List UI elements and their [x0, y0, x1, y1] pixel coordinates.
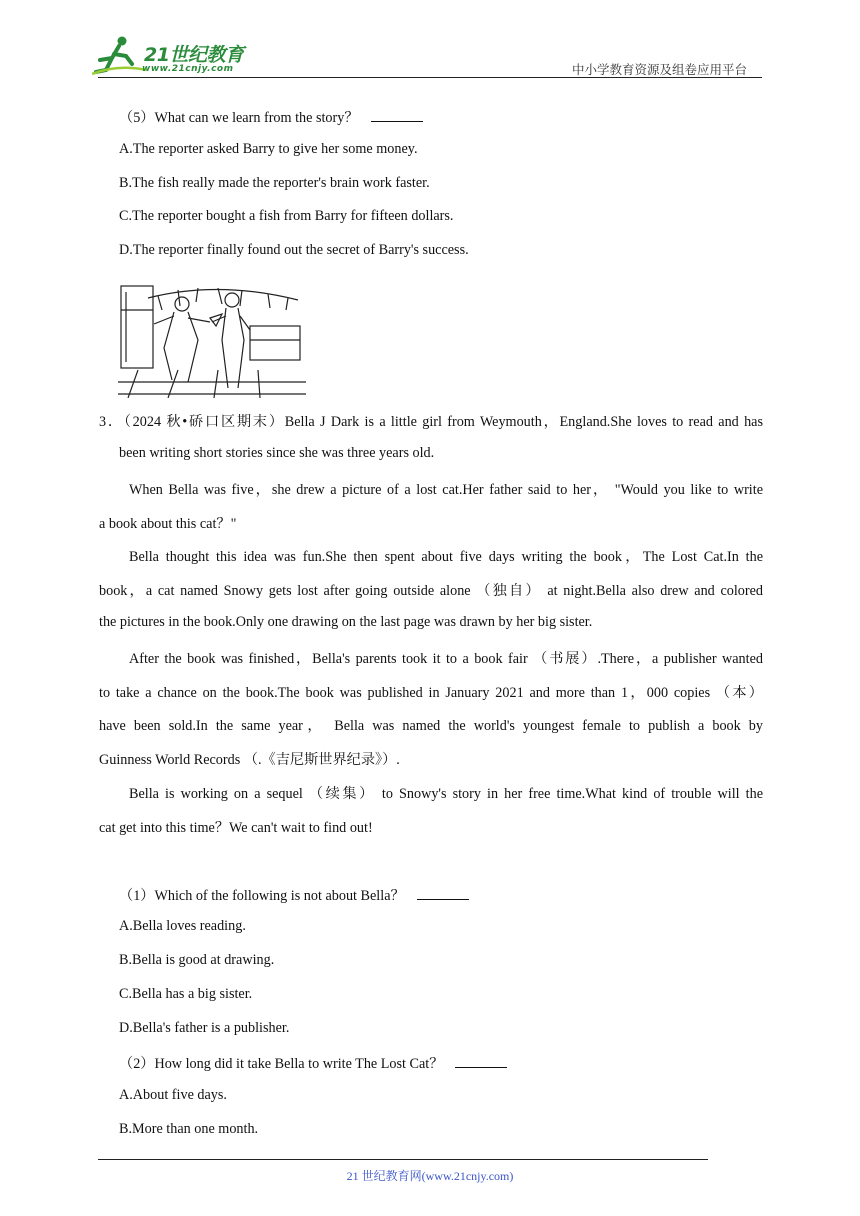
site-logo: [92, 34, 262, 78]
footer-divider: [98, 1159, 708, 1160]
passage-line: the pictures in the book.Only one drawing on the last page was drawn by her big sister.: [99, 614, 593, 630]
option-d: D.The reporter finally found out the secret of Barry's success.: [119, 242, 469, 258]
passage-line: a book about this cat？": [99, 516, 237, 532]
question-2-stem: [119, 1053, 507, 1073]
question-2-text: （2）How long did it take Bella to write The Lost Cat？: [119, 1056, 444, 1072]
option-a: A.Bella loves reading.: [119, 918, 246, 934]
logo-text: 21世纪教育: [144, 44, 244, 66]
passage-intro-line-1: 3．（2024 秋•硚口区期末）Bella J Dark is a little girl from Weymouth，England.She loves to read and has: [99, 414, 763, 430]
option-a: A.About five days.: [119, 1087, 227, 1103]
footer-link[interactable]: 21 世纪教育网(www.21cnjy.com): [346, 1169, 514, 1183]
question-1-text: （1）Which of the following is not about Bella？: [119, 888, 405, 904]
option-c: C.The reporter bought a fish from Barry for fifteen dollars.: [119, 208, 454, 224]
option-b: B.More than one month.: [119, 1121, 259, 1137]
question-5-text: （5）What can we learn from the story？: [119, 110, 359, 126]
header-platform-title: 中小学教育资源及组卷应用平台: [572, 63, 748, 77]
option-b: B.The fish really made the reporter's brain work faster.: [119, 175, 430, 191]
passage-line: When Bella was five，she drew a picture of a lost cat.Her father said to her， "Would you like to write: [129, 482, 763, 498]
question-5-stem: [119, 107, 423, 127]
story-illustration: [118, 270, 306, 398]
option-d: D.Bella's father is a publisher.: [119, 1020, 290, 1036]
passage-line: cat get into this time？We can't wait to find out!: [99, 820, 373, 836]
passage-line: Guinness World Records （.《吉尼斯世界纪录》）.: [99, 752, 400, 768]
passage-line: book，a cat named Snowy gets lost after going outside alone （独自） at night.Bella also drew and colored: [99, 583, 763, 599]
logo-url: www.21cnjy.com: [142, 64, 234, 74]
option-c: C.Bella has a big sister.: [119, 986, 253, 1002]
reporter-and-fisherman-illustration: [118, 270, 306, 398]
option-a: A.The reporter asked Barry to give her some money.: [119, 141, 418, 157]
passage-line: Bella is working on a sequel （续集） to Snowy's story in her free time.What kind of trouble will the: [129, 786, 763, 802]
passage-line: Bella thought this idea was fun.She then spent about five days writing the book，The Lost Cat.In the: [129, 549, 763, 565]
passage-line: have been sold.In the same year， Bella was named the world's youngest female to publish a book by: [99, 718, 763, 734]
header-divider: [98, 77, 762, 78]
option-b: B.Bella is good at drawing.: [119, 952, 275, 968]
answer-blank[interactable]: [417, 887, 469, 900]
passage-line: After the book was finished，Bella's parents took it to a book fair （书展）.There，a publisher wanted: [129, 651, 763, 667]
answer-blank[interactable]: [455, 1055, 507, 1068]
question-1-stem: [119, 885, 469, 905]
runner-logo-icon: [92, 34, 148, 78]
answer-blank[interactable]: [371, 109, 423, 122]
passage-line: to take a chance on the book.The book was published in January 2021 and more than 1，000 copies （本）: [99, 685, 763, 701]
passage-intro-line-2: been writing short stories since she was three years old.: [119, 445, 435, 461]
